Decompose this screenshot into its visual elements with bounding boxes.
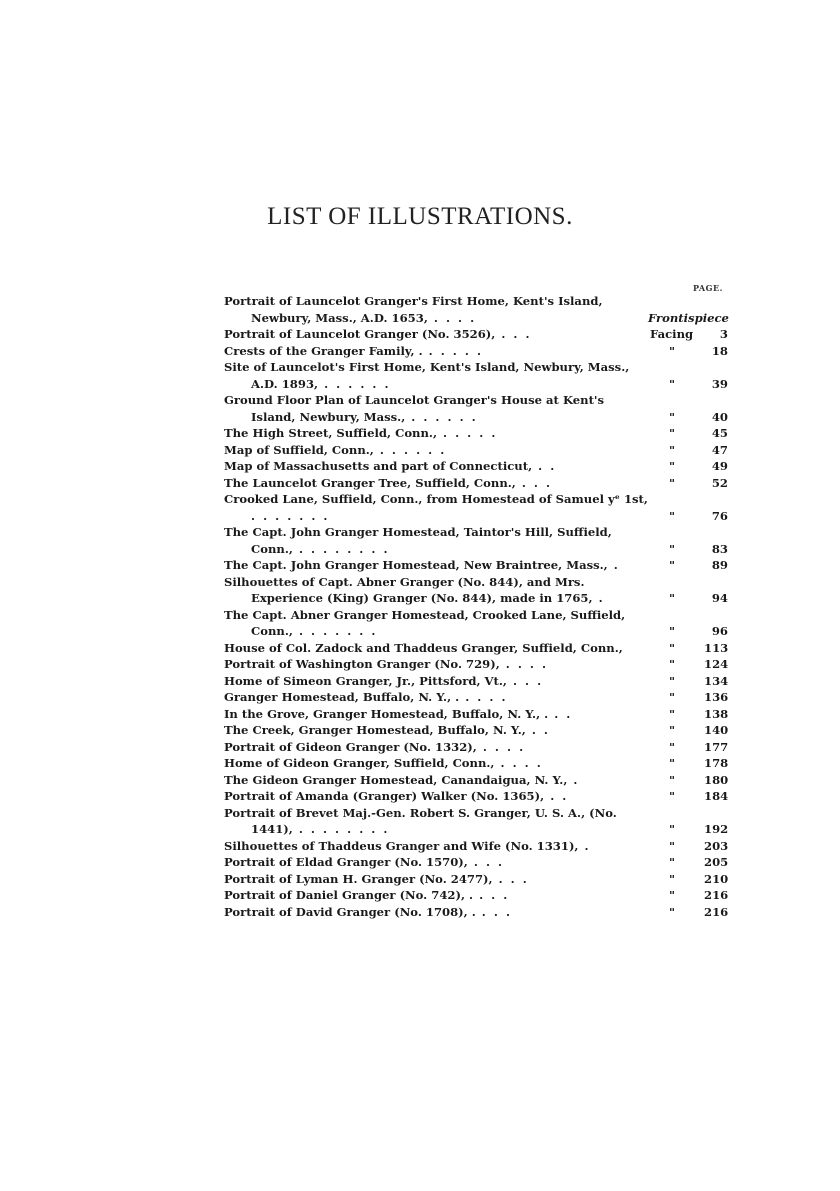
list-item bbox=[224, 871, 728, 888]
entry-text: Map of Massachusetts and part of Connecticut, bbox=[224, 459, 533, 473]
dot-leader: . . . . . . bbox=[318, 376, 391, 391]
entry-page: 216 bbox=[704, 904, 729, 919]
entry-facing: " bbox=[668, 772, 676, 787]
list-item bbox=[224, 343, 728, 360]
dot-leader: . . . bbox=[492, 871, 529, 886]
entry-page: 3 bbox=[719, 327, 728, 341]
entry-description bbox=[224, 739, 648, 756]
entry-description bbox=[224, 772, 648, 789]
entry-facing: " bbox=[668, 838, 676, 853]
entry-facing: " bbox=[668, 673, 676, 688]
dot-leader: . . . . bbox=[459, 690, 508, 704]
entry-page: 45 bbox=[711, 426, 728, 440]
entry-facing: " bbox=[668, 343, 676, 358]
entry-page: 216 bbox=[704, 888, 729, 902]
entry-facing: " bbox=[668, 409, 676, 424]
entry-facing: " bbox=[668, 558, 676, 572]
dot-leader: . . . . bbox=[476, 739, 526, 754]
entry-page: 76 bbox=[711, 508, 728, 523]
entry-page: 136 bbox=[704, 690, 729, 704]
entry-text: The Creek, Granger Homestead, Buffalo, N. Y., bbox=[224, 723, 526, 737]
dot-leader: . . . . bbox=[494, 756, 543, 770]
entry-facing: " bbox=[668, 475, 676, 490]
entry-text: Home of Simeon Granger, Jr., Pittsford, Vt., bbox=[224, 673, 507, 688]
list-item bbox=[224, 640, 728, 657]
entry-page: 124 bbox=[704, 657, 729, 671]
dot-leader: . . bbox=[525, 723, 550, 737]
entry-facing: " bbox=[668, 756, 676, 770]
entry-description bbox=[224, 491, 654, 524]
entry-description bbox=[224, 475, 648, 492]
entry-page: 210 bbox=[704, 871, 729, 886]
page-column-heading: PAGE. bbox=[693, 283, 723, 293]
entry-description bbox=[224, 887, 648, 904]
list-item bbox=[224, 673, 728, 690]
entry-description bbox=[224, 343, 648, 360]
dot-leader: . . . bbox=[475, 904, 512, 919]
dot-leader: . bbox=[567, 772, 580, 787]
entry-page: 49 bbox=[711, 459, 728, 473]
list-item bbox=[224, 359, 728, 392]
list-item bbox=[224, 689, 728, 706]
entry-facing: " bbox=[668, 591, 676, 605]
list-item bbox=[224, 656, 728, 673]
entry-facing: " bbox=[668, 640, 676, 655]
entry-description bbox=[224, 788, 648, 805]
entry-text: Portrait of Amanda (Granger) Walker (No. 1365), bbox=[224, 789, 545, 803]
list-item bbox=[224, 574, 728, 607]
list-item bbox=[224, 722, 728, 739]
entry-description bbox=[224, 607, 648, 640]
entry-text: Portrait of Lyman H. Granger (No. 2477), bbox=[224, 871, 493, 886]
entry-facing: " bbox=[668, 904, 676, 919]
dot-leader: . bbox=[578, 838, 591, 853]
entry-page: 184 bbox=[704, 789, 729, 803]
entry-page: 178 bbox=[704, 756, 729, 770]
dot-leader: . . bbox=[532, 459, 557, 473]
list-item bbox=[224, 706, 728, 723]
entry-facing: " bbox=[668, 855, 676, 869]
entry-text: Portrait of Washington Granger (No. 729), bbox=[224, 657, 500, 671]
list-item bbox=[224, 524, 728, 557]
dot-leader: . bbox=[592, 591, 605, 605]
dot-leader: . . . . . bbox=[437, 426, 498, 440]
entry-text: Portrait of Launcelot Granger's First Home, Kent's Island, Newbury, Mass., A.D. 1653, bbox=[224, 294, 607, 325]
list-item bbox=[224, 854, 728, 871]
entry-facing: " bbox=[668, 690, 676, 704]
entry-text: Home of Gideon Granger, Suffield, Conn., bbox=[224, 756, 495, 770]
entry-facing: " bbox=[668, 426, 676, 440]
list-item bbox=[224, 904, 728, 921]
entry-facing: " bbox=[668, 706, 676, 721]
page-title: LIST OF ILLUSTRATIONS. bbox=[267, 203, 573, 230]
entry-description bbox=[224, 293, 648, 326]
dot-leader: . . . . . . bbox=[405, 409, 478, 424]
entry-facing: " bbox=[668, 723, 676, 737]
entry-facing: " bbox=[668, 871, 676, 886]
entry-facing: " bbox=[668, 822, 676, 836]
dot-leader: . . . . . . bbox=[373, 442, 447, 457]
dot-leader: . . . bbox=[515, 475, 553, 490]
list-item bbox=[224, 425, 728, 442]
entry-facing: " bbox=[668, 657, 676, 671]
entry-description bbox=[224, 640, 648, 657]
list-item bbox=[224, 772, 728, 789]
entry-text: Portrait of David Granger (No. 1708), . bbox=[224, 904, 476, 919]
entry-description bbox=[224, 805, 648, 838]
dot-leader: . . . . bbox=[427, 310, 477, 325]
entry-page: 113 bbox=[704, 640, 729, 655]
illustrations-list bbox=[224, 293, 728, 920]
entry-description bbox=[224, 854, 648, 871]
entry-description bbox=[224, 359, 648, 392]
entry-description bbox=[224, 871, 648, 888]
entry-page: Frontispiece bbox=[648, 310, 729, 325]
entry-text: In the Grove, Granger Homestead, Buffalo, N. Y., . bbox=[224, 706, 549, 721]
entry-text: The Capt. John Granger Homestead, Taintor's Hill, Suffield, Conn., bbox=[224, 525, 616, 556]
entry-description bbox=[224, 557, 648, 574]
entry-text: Map of Suffield, Conn., bbox=[224, 442, 374, 457]
entry-page: 177 bbox=[704, 739, 729, 754]
dot-leader: . . . bbox=[495, 327, 532, 341]
entry-text: Crooked Lane, Suffield, Conn., from Homestead of Samuel yᵉ 1st, bbox=[224, 492, 648, 506]
list-item bbox=[224, 458, 728, 475]
list-item bbox=[224, 739, 728, 756]
dot-leader: . . . . . . . bbox=[292, 624, 378, 638]
list-item bbox=[224, 887, 728, 904]
entry-text: Granger Homestead, Buffalo, N. Y., . bbox=[224, 690, 460, 704]
entry-page: 192 bbox=[704, 822, 729, 836]
entry-text: Portrait of Eldad Granger (No. 1570), bbox=[224, 855, 468, 869]
list-item bbox=[224, 557, 728, 574]
entry-text: Portrait of Gideon Granger (No. 1332), bbox=[224, 739, 477, 754]
entry-page: 47 bbox=[711, 442, 728, 457]
dot-leader: . . bbox=[544, 789, 569, 803]
entry-description bbox=[224, 656, 648, 673]
entry-description bbox=[224, 904, 648, 921]
dot-leader: . . . bbox=[473, 888, 510, 902]
dot-leader: . . . bbox=[506, 673, 544, 688]
entry-page: 140 bbox=[704, 723, 729, 737]
entry-page: 94 bbox=[711, 591, 728, 605]
entry-page: 203 bbox=[704, 838, 729, 853]
entry-page: 40 bbox=[711, 409, 728, 424]
entry-facing: " bbox=[668, 888, 676, 902]
list-item bbox=[224, 293, 728, 326]
entry-text: The Gideon Granger Homestead, Canandaigua, N. Y., bbox=[224, 772, 568, 787]
entry-facing: " bbox=[668, 376, 676, 391]
entry-description bbox=[224, 755, 648, 772]
list-item bbox=[224, 788, 728, 805]
dot-leader: . . . . . . . . bbox=[292, 822, 390, 836]
entry-text: House of Col. Zadock and Thaddeus Granger, Suffield, Conn., bbox=[224, 640, 623, 655]
entry-description bbox=[224, 574, 648, 607]
list-item bbox=[224, 755, 728, 772]
entry-description bbox=[224, 326, 648, 343]
entry-page: 138 bbox=[704, 706, 729, 721]
entry-facing: " bbox=[668, 508, 676, 523]
entry-facing: " bbox=[668, 442, 676, 457]
entry-text: Ground Floor Plan of Launcelot Granger's House at Kent's Island, Newbury, Mass., bbox=[224, 393, 609, 424]
list-item bbox=[224, 442, 728, 459]
dot-leader: . bbox=[607, 558, 620, 572]
entry-text: Silhouettes of Capt. Abner Granger (No. 844), and Mrs. Experience (King) Granger (No. 844), made in 1765, bbox=[224, 574, 593, 605]
entry-page: 52 bbox=[711, 475, 728, 490]
entry-page: 205 bbox=[704, 855, 729, 869]
entry-description bbox=[224, 442, 648, 459]
entry-description bbox=[224, 838, 648, 855]
entry-text: The Capt. Abner Granger Homestead, Crooked Lane, Suffield, Conn., bbox=[224, 607, 630, 638]
entry-description bbox=[224, 706, 648, 723]
entry-page: 83 bbox=[711, 541, 728, 556]
entry-page: 134 bbox=[704, 673, 729, 688]
entry-text: The Capt. John Granger Homestead, New Braintree, Mass., bbox=[224, 558, 608, 572]
dot-leader: . . . . . . . . bbox=[292, 541, 390, 556]
entry-text: Crests of the Granger Family, . bbox=[224, 343, 423, 358]
entry-text: The Launcelot Granger Tree, Suffield, Conn., bbox=[224, 475, 516, 490]
entry-description bbox=[224, 392, 648, 425]
entry-facing: " bbox=[668, 789, 676, 803]
entry-text: Portrait of Launcelot Granger (No. 3526), bbox=[224, 327, 496, 341]
list-item bbox=[224, 838, 728, 855]
entry-facing: " bbox=[668, 624, 676, 638]
entry-description bbox=[224, 722, 648, 739]
entry-page: 96 bbox=[711, 624, 728, 638]
dot-leader: . . . . bbox=[499, 657, 549, 671]
entry-page: 180 bbox=[704, 772, 729, 787]
entry-description bbox=[224, 689, 648, 706]
list-item bbox=[224, 491, 728, 524]
entry-facing: " bbox=[668, 541, 676, 556]
entry-description bbox=[224, 458, 648, 475]
entry-text: Silhouettes of Thaddeus Granger and Wife (No. 1331), bbox=[224, 838, 579, 853]
dot-leader: . . . . . . . bbox=[251, 492, 654, 523]
dot-leader: . . . . . bbox=[422, 343, 483, 358]
entry-text: Site of Launcelot's First Home, Kent's Island, Newbury, Mass., A.D. 1893, bbox=[224, 360, 634, 391]
entry-page: 39 bbox=[711, 376, 728, 391]
list-item bbox=[224, 607, 728, 640]
entry-text: Portrait of Daniel Granger (No. 742), . bbox=[224, 888, 474, 902]
list-item bbox=[224, 326, 728, 343]
entry-text: The High Street, Suffield, Conn., bbox=[224, 426, 437, 440]
entry-page: 89 bbox=[711, 558, 728, 572]
list-item bbox=[224, 475, 728, 492]
entry-text: Portrait of Brevet Maj.-Gen. Robert S. Granger, U. S. A., (No. 1441), bbox=[224, 805, 621, 836]
entry-description bbox=[224, 673, 648, 690]
dot-leader: . . bbox=[548, 706, 573, 721]
entry-facing: " bbox=[668, 459, 676, 473]
list-item bbox=[224, 805, 728, 838]
dot-leader: . . . bbox=[467, 855, 505, 869]
entry-facing: " bbox=[668, 739, 676, 754]
entry-page: 18 bbox=[711, 343, 728, 358]
entry-description bbox=[224, 425, 648, 442]
entry-facing: Facing bbox=[650, 327, 694, 341]
entry-description bbox=[224, 524, 648, 557]
list-item bbox=[224, 392, 728, 425]
